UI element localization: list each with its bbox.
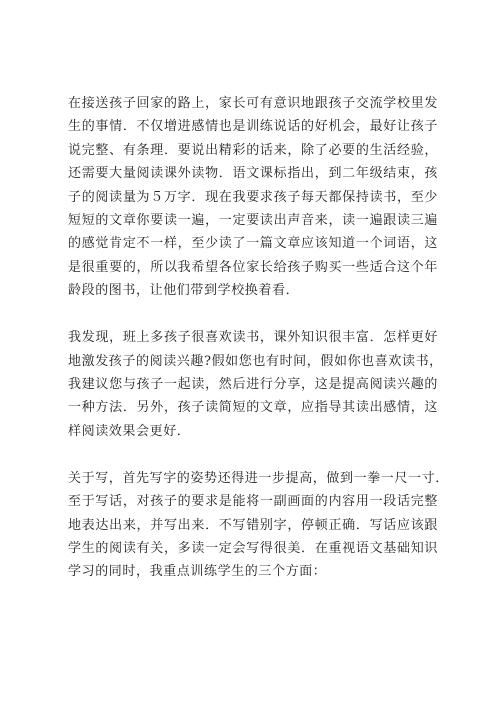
text-line: 我建议您与孩子一起读，然后进行分享，这是提高阅读兴趣的: [68, 376, 438, 392]
text-line: 短短的文章你要读一遍，一定要读出声音来，读一遍跟读三遍: [68, 213, 438, 229]
text-line: 生的事情．不仅增进感情也是训练说话的好机会，最好让孩子: [68, 119, 438, 135]
text-line: 我发现，班上多孩子很喜欢读书，课外知识很丰富．怎样更好: [68, 330, 438, 346]
text-line: 地激发孩子的阅读兴趣?假如您也有时间，假如你也喜欢读书，: [68, 353, 443, 369]
text-line: 至于写话，对孩子的要求是能将一副画面的内容用一段话完整: [68, 494, 438, 510]
text-line: 是很重要的，所以我希望各位家长给孩子购买一些适合这个年: [68, 259, 438, 275]
text-line: 的感觉肯定不一样，至少读了一篇文章应该知道一个词语，这: [68, 236, 438, 252]
text-line: 还需要大量阅读课外读物．语文课标指出，到二年级结束，孩: [68, 166, 438, 182]
text-line: 一种方法．另外，孩子读简短的文章，应指导其读出感情，这: [68, 400, 438, 416]
text-line: 学生的阅读有关，多读一定会写得很美．在重视语文基础知识: [68, 540, 438, 556]
text-line: 学习的同时，我重点训练学生的三个方面：: [68, 564, 327, 580]
text-line: 地表达出来，并写出来．不写错别字，停顿正确．写话应该跟: [68, 517, 438, 533]
text-line: 说完整、有条理．要说出精彩的话来，除了必要的生活经验，: [68, 142, 438, 158]
paragraph-reading-interest: [68, 326, 443, 443]
text-line: 子的阅读量为５万字．现在我要求孩子每天都保持读书，至少: [68, 189, 438, 205]
text-line: 样阅读效果会更好．: [68, 423, 191, 439]
paragraph-writing: [68, 467, 449, 584]
text-line: 在接送孩子回家的路上，家长可有意识地跟孩子交流学校里发: [68, 96, 438, 111]
document-body: [68, 92, 449, 607]
text-line: 关于写，首先写字的姿势还得进一步提高，做到一拳一尺一寸．: [68, 470, 449, 486]
paragraph-pickup-conversation: [68, 92, 438, 303]
text-line: 龄段的图书，让他们带到学校换着看．: [68, 283, 300, 299]
